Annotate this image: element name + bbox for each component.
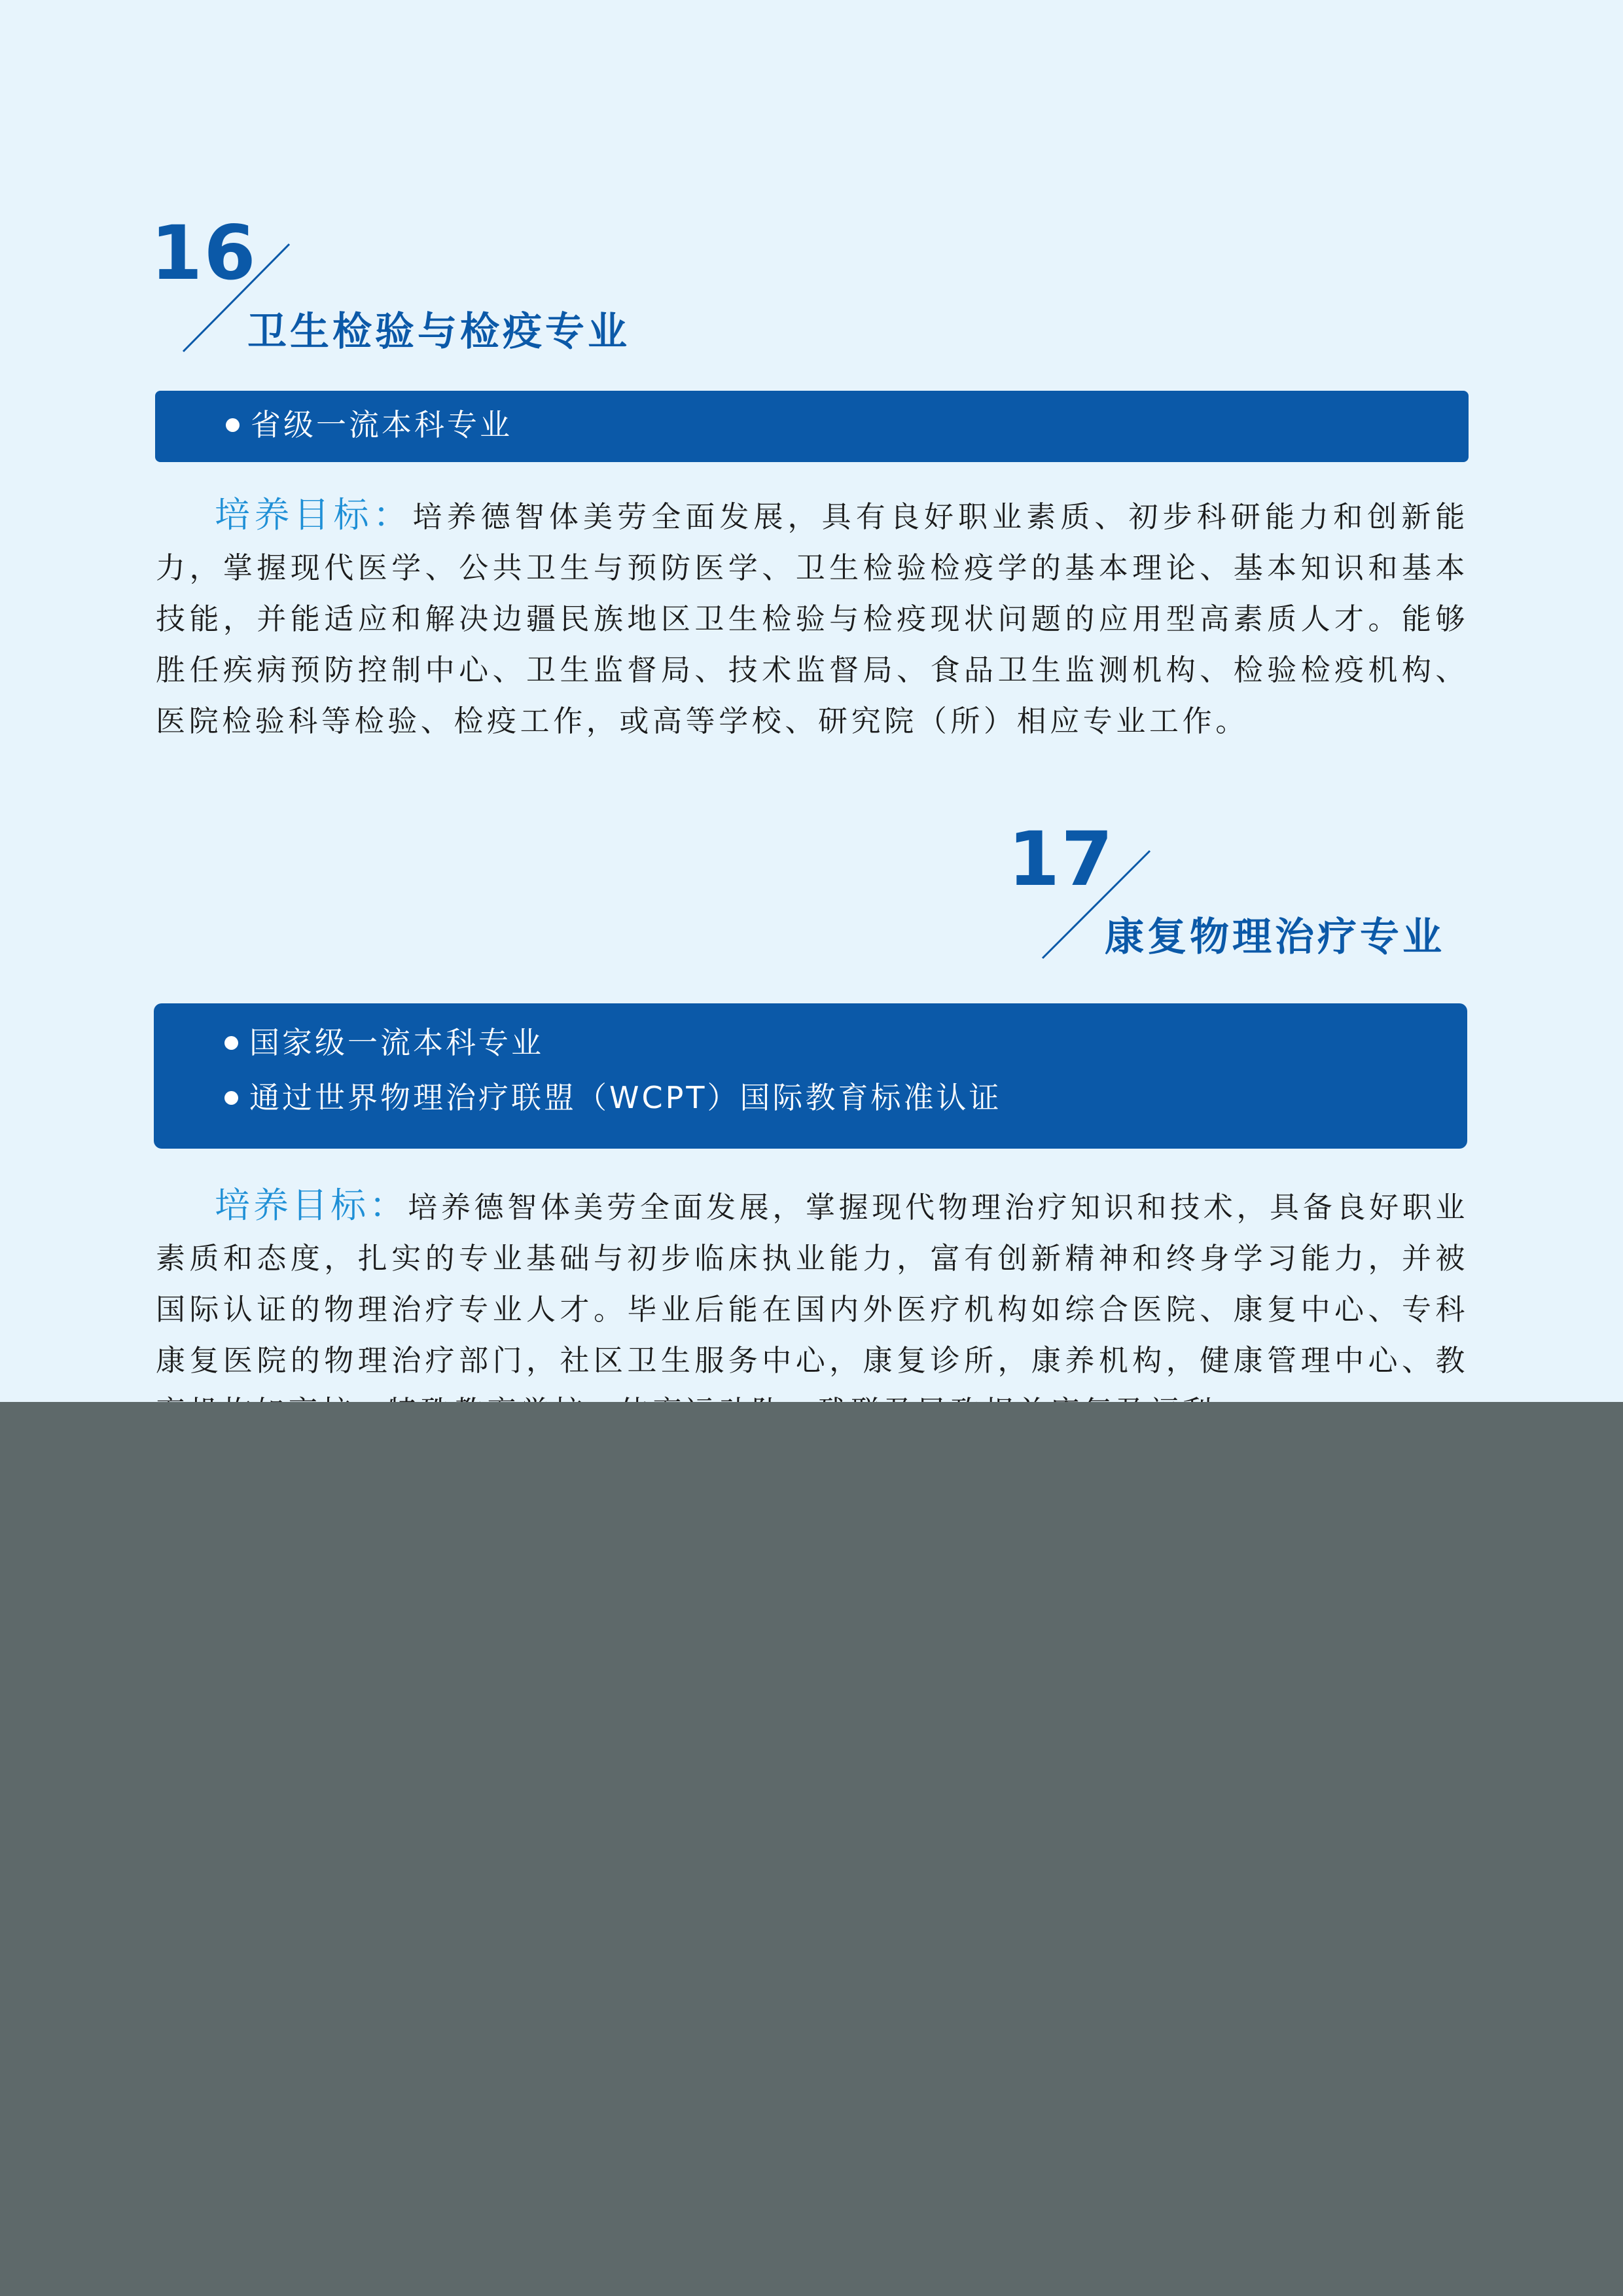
section-number: 17 [1008,816,1115,903]
section-number: 16 [151,209,257,296]
training-goal-label: 培养目标： [215,494,413,535]
badge-item: 国家级一流本科专业 [224,1015,1467,1070]
training-goal-paragraph [156,1180,1469,1437]
training-goal-label: 培养目标： [215,1185,408,1226]
training-goal-text: 培养德智体美劳全面发展，掌握现代物理治疗知识和技术，具备良好职业素质和态度，扎实的专业基础与初步临床执业能力，富有创新精神和终身学习能力，并被国际认证的物理治疗专业人才。毕业后能在国内外医疗机构如综合医院、康复中心、专科康复医院的物理治疗部门，社区卫生服务中心，康复诊所，康养机构，健康管理中心、教 [156,1190,1469,1378]
section-title: 卫生检验与检疫专业 [247,309,630,355]
badge-item: 省级一流本科专业 [226,397,1469,452]
badge-item: 通过世界物理治疗联盟（WCPT）国际教育标准认证 [224,1070,1467,1125]
badge-banner [154,1003,1467,1149]
gray-cover-panel [0,1402,1623,2296]
section-title: 康复物理治疗专业 [1105,914,1445,960]
training-goal-text: 培养德智体美劳全面发展，具有良好职业素质、初步科研能力和创新能力，掌握现代医学、公共卫生与预防医学、卫生检验检疫学的基本理论、基本知识和基本技能，并能适应和解决边疆民族地区卫生检验与检疫现状问题的应用型高素质人才。能够胜任疾病预防控制中心、卫生监督局、技术监督局、食品卫生监测机构、检验检疫机构、医院检验科等检验、检疫工作，或高等学校、研究院（所）相应专业工作。 [156,499,1469,738]
diagonal-slash-divider [0,0,1623,982]
